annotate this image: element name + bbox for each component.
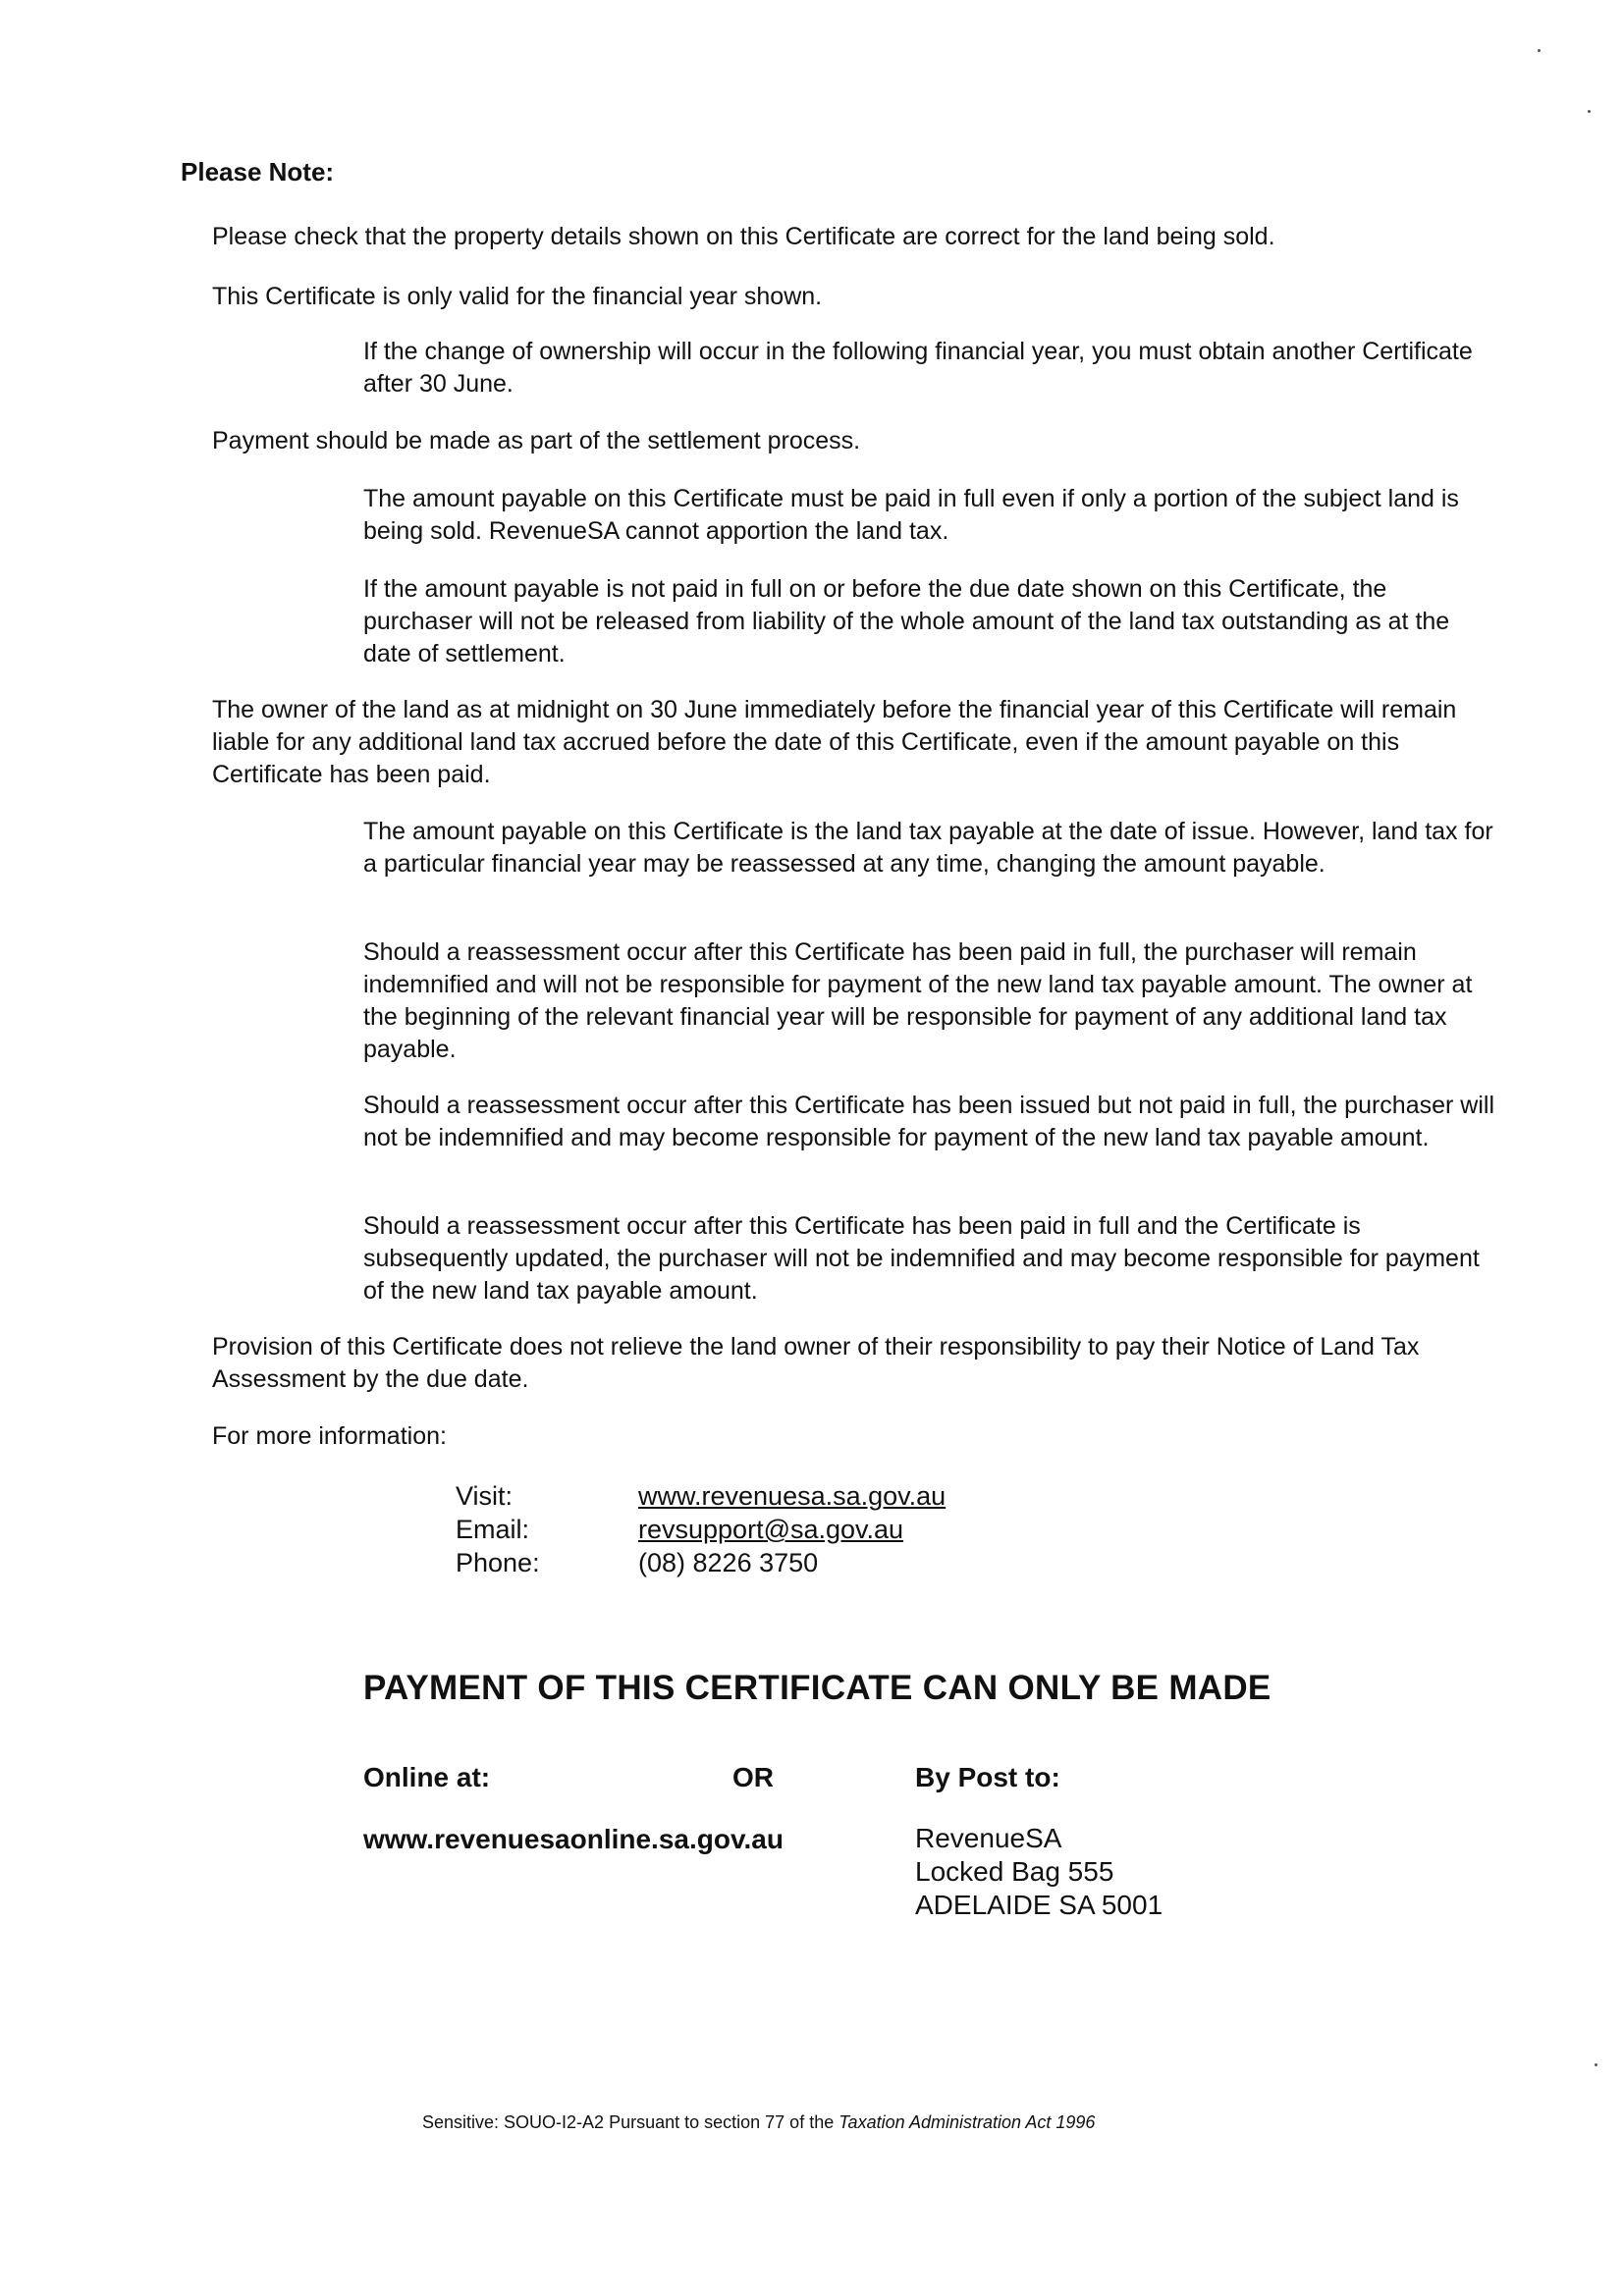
note-amount-at-issue: The amount payable on this Certificate is the land tax payable at the date of issue. However, land tax for a particular financial year may be reassessed at any time, changing the amount payable. [363,818,1493,878]
visit-label: Visit: [456,1481,514,1511]
note-owner-liable: The owner of the land as at midnight on 30 June immediately before the financial year of this Certificate will remain liable for any additional land tax accrued before the date of this Certificate, even if the amount payable on this Certificate has been paid. [212,696,1457,788]
note-reassessment-paid: Should a reassessment occur after this Certificate has been paid in full, the purchaser will remain indemnified and will not be responsible for payment of the new land tax payable amount. The owner at the beginning of the relevant financial year will be responsible for payment of any additional land tax payable. [363,938,1473,1063]
postal-address [915,1822,1163,1922]
contact-row-visit [456,1479,946,1513]
payment-title: PAYMENT OF THIS CERTIFICATE CAN ONLY BE MADE [363,1669,1271,1707]
note-paid-in-full: The amount payable on this Certificate must be paid in full even if only a portion of the subject land is being sold. RevenueSA cannot apportion the land tax. [363,485,1459,545]
phone-label: Phone: [456,1548,540,1577]
footer-note [422,2112,1095,2133]
phone-number: (08) 8226 3750 [638,1548,819,1577]
scan-speck [1538,49,1541,52]
address-line: ADELAIDE SA 5001 [915,1890,1163,1920]
or-label: OR [732,1762,774,1792]
post-label: By Post to: [915,1762,1060,1792]
address-line: RevenueSA [915,1823,1062,1853]
contact-details [456,1479,946,1579]
note-more-info: For more information: [212,1422,447,1450]
footer-text: Sensitive: SOUO-I2-A2 Pursuant to section 77 of the [422,2112,839,2132]
scan-speck [1595,2063,1597,2066]
online-payment-url[interactable]: www.revenuesaonline.sa.gov.au [363,1824,784,1854]
online-label: Online at: [363,1762,491,1792]
email-link[interactable]: revsupport@sa.gov.au [638,1515,904,1544]
note-provision: Provision of this Certificate does not relieve the land owner of their responsibility to pay their Notice of Land Tax Assessment by the due date. [212,1333,1420,1393]
note-change-of-ownership: If the change of ownership will occur in the following financial year, you must obtain another Certificate after 30 June. [363,338,1473,398]
note-payment-settlement: Payment should be made as part of the settlement process. [212,427,861,454]
contact-row-phone [456,1546,946,1579]
scan-speck [1588,110,1591,113]
note-reassessment-issued: Should a reassessment occur after this Certificate has been issued but not paid in full, the purchaser will not be indemnified and may become responsible for payment of the new land tax payable amount. [363,1092,1495,1151]
contact-row-email [456,1513,946,1546]
please-note-heading: Please Note: [181,157,335,187]
footer-act: Taxation Administration Act 1996 [839,2112,1096,2132]
address-line: Locked Bag 555 [915,1856,1114,1887]
note-reassessment-updated: Should a reassessment occur after this Certificate has been paid in full and the Certificate is subsequently updated, the purchaser will not be indemnified and may become responsible for payment of the new land tax payable amount. [363,1212,1480,1305]
note-financial-year: This Certificate is only valid for the financial year shown. [212,283,823,310]
note-property-details: Please check that the property details shown on this Certificate are correct for the land being sold. [212,223,1275,250]
note-not-paid-liability: If the amount payable is not paid in full on or before the due date shown on this Certificate, the purchaser will not be released from liability of the whole amount of the land tax outstanding as at the date of settlement. [363,575,1450,667]
email-label: Email: [456,1515,530,1544]
website-link[interactable]: www.revenuesa.sa.gov.au [638,1481,947,1511]
